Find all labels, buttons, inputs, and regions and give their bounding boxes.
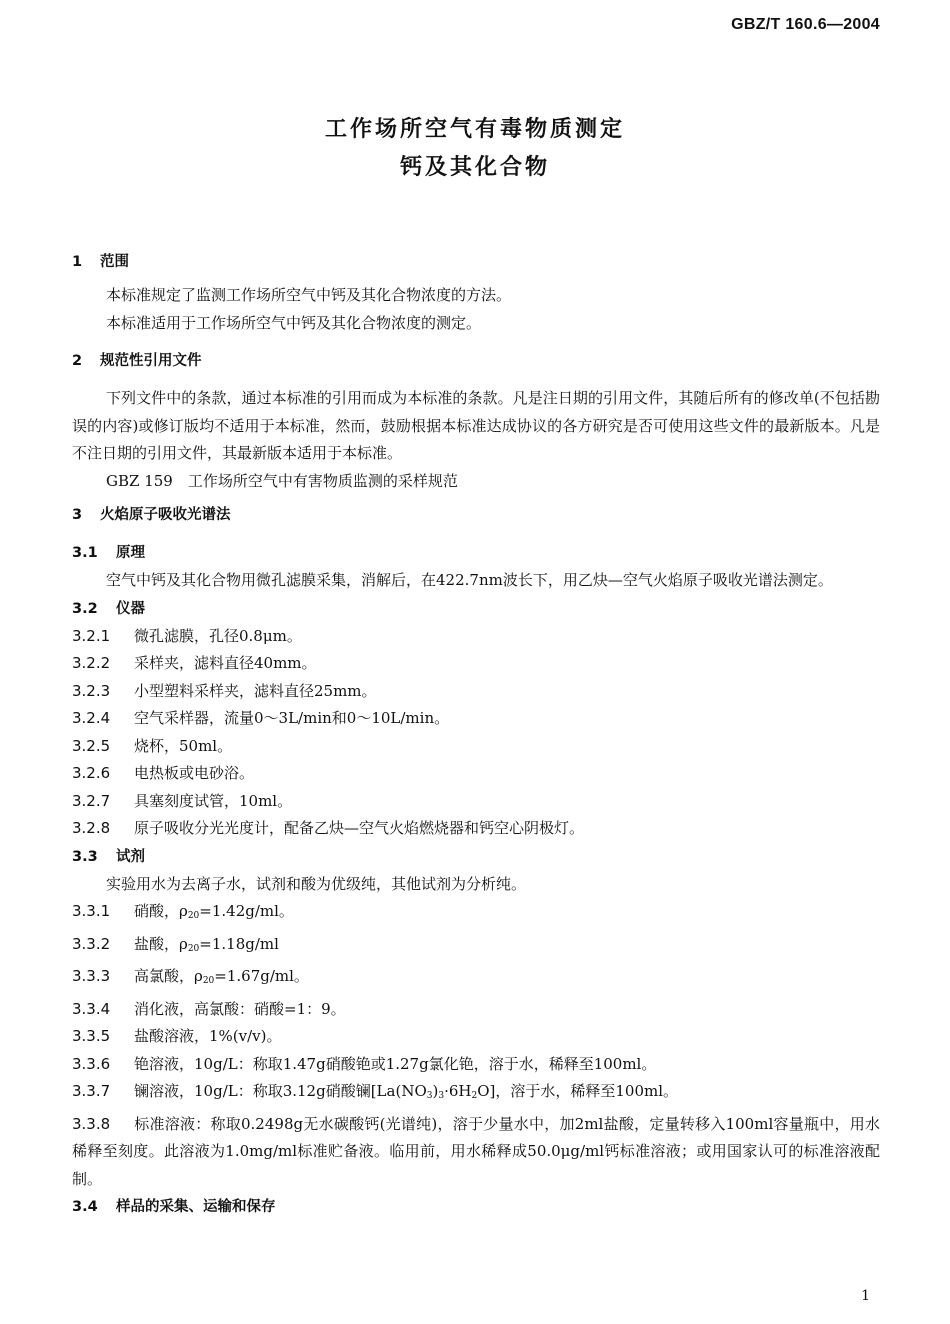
section-title: 仪器 bbox=[116, 600, 145, 617]
list-item bbox=[72, 898, 880, 931]
item-text: 小型塑料采样夹，滤料直径25mm。 bbox=[134, 681, 377, 700]
item-number: 3.2.3 bbox=[72, 681, 111, 700]
subscript: 3 bbox=[438, 1091, 445, 1101]
item-text: =1.67g/ml。 bbox=[214, 967, 309, 985]
item-number: 3.2.5 bbox=[72, 736, 111, 755]
list-item bbox=[72, 705, 880, 733]
document-subtitle: 钙及其化合物 bbox=[399, 155, 550, 180]
page-number: 1 bbox=[861, 1288, 870, 1304]
item-number: 3.3.5 bbox=[72, 1027, 111, 1045]
item-number: 3.3.8 bbox=[72, 1114, 111, 1133]
paragraph: 实验用水为去离子水，试剂和酸为优级纯，其他试剂为分析纯。 bbox=[106, 874, 527, 893]
section-number: 3.2 bbox=[72, 600, 98, 617]
item-number: 3.3.2 bbox=[72, 934, 111, 953]
section-number: 3.4 bbox=[72, 1199, 98, 1215]
list-item bbox=[72, 1023, 880, 1051]
item-text: 铯溶液，10g/L：称取1.47g硝酸铯或1.27g氯化铯，溶于水，稀释至100ml。 bbox=[134, 1054, 657, 1073]
item-text: =1.42g/ml。 bbox=[199, 902, 294, 920]
section-title: 试剂 bbox=[116, 848, 145, 865]
item-text: 采样夹，滤料直径40mm。 bbox=[134, 654, 317, 672]
section-number: 2 bbox=[72, 353, 83, 369]
section-title: 火焰原子吸收光谱法 bbox=[100, 507, 231, 523]
item-number: 3.2.6 bbox=[72, 764, 111, 782]
item-text: 微孔滤膜，孔径0.8μm。 bbox=[134, 626, 302, 645]
section-title: 范围 bbox=[100, 254, 129, 270]
list-item bbox=[72, 1111, 880, 1194]
list-item bbox=[72, 788, 880, 816]
item-number: 3.2.2 bbox=[72, 654, 111, 672]
paragraph: 下列文件中的条款，通过本标准的引用而成为本标准的条款。凡是注日期的引用文件，其随后所有的修改单(不包括勘误的内容)或修订版均不适用于本标准，然而，鼓励根据本标准达成协议的各方研究是否可使用这些文件的最新版本。凡是不注日期的引用文件，其最新版本适用于本标准。 bbox=[72, 389, 880, 462]
item-text: 空气采样器，流量0～3L/min和0～10L/min。 bbox=[134, 709, 450, 727]
section-title: 规范性引用文件 bbox=[100, 353, 202, 369]
document-title: 工作场所空气有毒物质测定 bbox=[324, 117, 625, 142]
item-number: 3.2.8 bbox=[72, 819, 111, 837]
normative-reference: GBZ 159 工作场所空气中有害物质监测的采样规范 bbox=[106, 471, 458, 490]
subscript: 20 bbox=[187, 943, 200, 954]
list-item bbox=[72, 1078, 880, 1111]
standard-code: GBZ/T 160.6—2004 bbox=[731, 16, 880, 33]
subscript: 2 bbox=[471, 1091, 478, 1101]
paragraph: 空气中钙及其化合物用微孔滤膜采集，消解后，在422.7nm波长下，用乙炔—空气火焰原子吸收光谱法测定。 bbox=[106, 571, 833, 589]
item-number: 3.3.7 bbox=[72, 1082, 111, 1100]
subscript: 3 bbox=[426, 1091, 433, 1101]
item-number: 3.3.6 bbox=[72, 1054, 111, 1073]
item-text: 镧溶液，10g/L：称取3.12g硝酸镧[La(NO bbox=[134, 1082, 427, 1100]
document-body bbox=[72, 248, 880, 1221]
list-item bbox=[72, 623, 880, 651]
item-text: =1.18g/ml bbox=[199, 934, 279, 953]
item-number: 3.3.3 bbox=[72, 967, 111, 985]
subscript: 20 bbox=[187, 911, 200, 921]
item-text: 标准溶液：称取0.2498g无水碳酸钙(光谱纯)，溶于少量水中，加2ml盐酸，定量转移入100ml容量瓶中，用水稀释至刻度。此溶液为1.0mg/ml标准贮备液。临用前，用水稀释成50.0μg/ml钙标准溶液；或用国家认可的标准溶液配制。 bbox=[72, 1114, 880, 1188]
subsection-heading-3-3 bbox=[72, 843, 880, 871]
subsection-heading-3-2 bbox=[72, 595, 880, 623]
subscript: 20 bbox=[202, 976, 215, 986]
subsection-heading-3-4 bbox=[72, 1193, 880, 1221]
reagent-list bbox=[72, 898, 880, 1193]
item-text: 高氯酸，ρ bbox=[134, 967, 203, 985]
list-item bbox=[72, 650, 880, 678]
item-number: 3.2.4 bbox=[72, 709, 111, 727]
section-heading-2 bbox=[72, 347, 880, 375]
section-heading-1 bbox=[72, 248, 880, 276]
paragraph: 本标准规定了监测工作场所空气中钙及其化合物浓度的方法。 bbox=[106, 286, 512, 304]
item-number: 3.2.1 bbox=[72, 626, 111, 645]
item-text: 消化液，高氯酸：硝酸=1：9。 bbox=[134, 999, 346, 1018]
item-text: 烧杯，50ml。 bbox=[134, 736, 233, 755]
list-item bbox=[72, 996, 880, 1024]
item-text: O]，溶于水，稀释至100ml。 bbox=[477, 1082, 679, 1100]
item-text: 原子吸收分光光度计，配备乙炔—空气火焰燃烧器和钙空心阴极灯。 bbox=[134, 819, 585, 837]
subsection-heading-3-1 bbox=[72, 539, 880, 567]
list-item bbox=[72, 815, 880, 843]
list-item bbox=[72, 1051, 880, 1079]
list-item bbox=[72, 963, 880, 996]
instrument-list bbox=[72, 623, 880, 843]
list-item bbox=[72, 760, 880, 788]
item-number: 3.3.1 bbox=[72, 902, 111, 920]
item-text: 盐酸溶液，1%(v/v)。 bbox=[134, 1027, 282, 1045]
item-text: 具塞刻度试管，10ml。 bbox=[134, 791, 293, 810]
item-text: 电热板或电砂浴。 bbox=[134, 764, 255, 782]
list-item bbox=[72, 931, 880, 964]
section-number: 3 bbox=[72, 507, 83, 523]
section-title: 原理 bbox=[116, 545, 145, 561]
section-heading-3 bbox=[72, 501, 880, 529]
section-title: 样品的采集、运输和保存 bbox=[116, 1199, 276, 1215]
item-text: 硝酸，ρ bbox=[134, 902, 188, 920]
section-number: 3.1 bbox=[72, 545, 98, 561]
item-number: 3.2.7 bbox=[72, 791, 111, 810]
item-number: 3.3.4 bbox=[72, 999, 111, 1018]
section-number: 1 bbox=[72, 254, 83, 270]
list-item bbox=[72, 678, 880, 706]
item-text: 盐酸，ρ bbox=[134, 934, 188, 953]
list-item bbox=[72, 733, 880, 761]
paragraph: 本标准适用于工作场所空气中钙及其化合物浓度的测定。 bbox=[106, 313, 482, 332]
section-number: 3.3 bbox=[72, 848, 98, 865]
item-text: ·6H bbox=[444, 1082, 472, 1100]
item-text: ) bbox=[432, 1082, 439, 1100]
